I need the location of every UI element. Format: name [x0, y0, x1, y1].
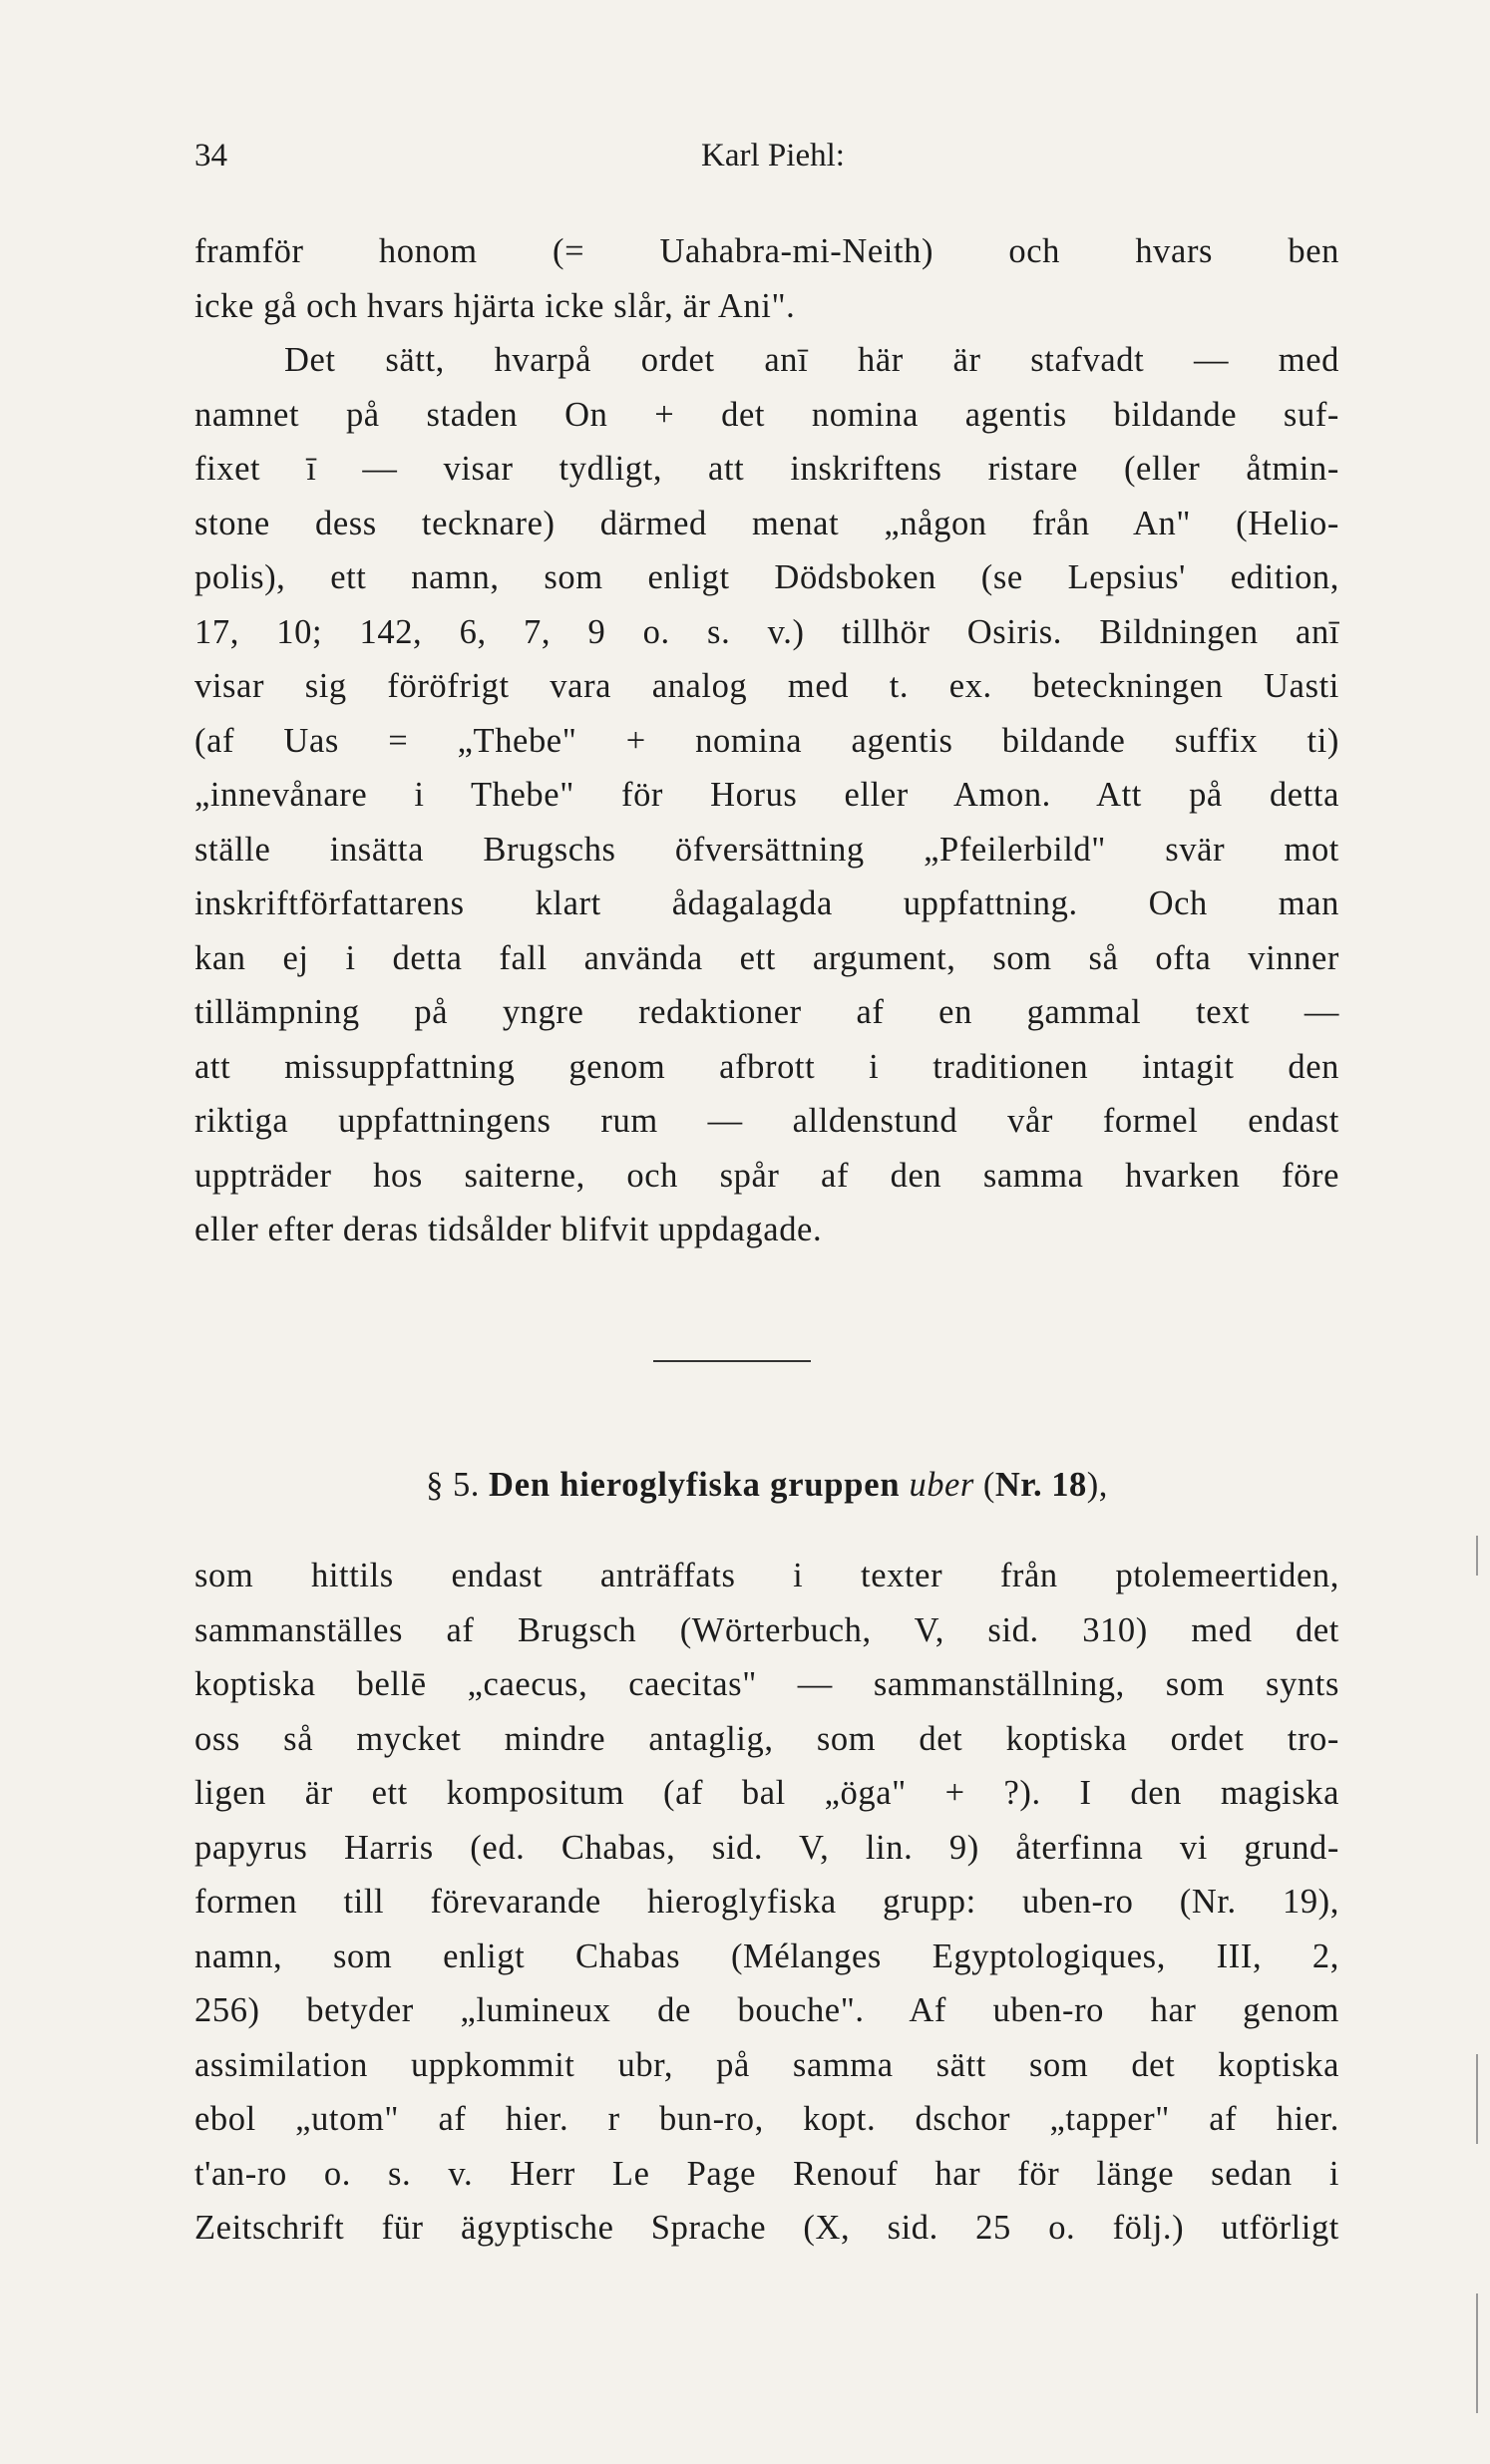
text-line: assimilation uppkommit ubr, på samma sätt som det koptiska [194, 2045, 1339, 2084]
section-ref-open: ( [982, 1466, 995, 1504]
text-line: visar sig föröfrigt vara analog med t. ex. beteckningen Uasti [194, 667, 1339, 705]
text-line: ebol „utom" af hier. r bun-ro, kopt. dschor „tapper" af hier. [194, 2100, 1339, 2138]
body-text-lower [194, 1549, 1339, 2256]
text-line: icke gå och hvars hjärta icke slår, är Ani". [194, 286, 796, 325]
page-number: 34 [194, 138, 227, 174]
scan-edge-mark [1476, 2054, 1478, 2144]
text-line: (af Uas = „Thebe" + nomina agentis bildande suffix ti) [194, 721, 1339, 760]
text-line: sammanställes af Brugsch (Wörterbuch, V, sid. 310) med det [194, 1610, 1339, 1649]
text-line: uppträder hos saiterne, och spår af den samma hvarken före [194, 1156, 1339, 1195]
text-line: ligen är ett kompositum (af bal „öga" + ?). I den magiska [194, 1774, 1339, 1812]
section-ref-number: Nr. 18 [994, 1466, 1087, 1504]
text-line: oss så mycket mindre antaglig, som det koptiska ordet tro- [194, 1719, 1339, 1758]
body-text-upper [194, 224, 1339, 1257]
text-line: stone dess tecknare) därmed menat „någon från An" (Helio- [194, 504, 1339, 542]
text-line: ställe insätta Brugschs öfversättning „Pfeilerbild" svär mot [194, 830, 1339, 869]
running-head-author: Karl Piehl: [701, 138, 845, 174]
section-word: uber [909, 1466, 974, 1504]
text-line: koptiska bellē „caecus, caecitas" — sammanställning, som synts [194, 1665, 1339, 1703]
text-line: riktiga uppfattningens rum — alldenstund vår formel endast [194, 1102, 1339, 1140]
scan-edge-mark [1476, 1536, 1478, 1576]
text-line: 17, 10; 142, 6, 7, 9 o. s. v.) tillhör Osiris. Bildningen anī [194, 612, 1339, 651]
running-head [194, 138, 1351, 177]
text-line: namnet på staden On + det nomina agentis bildande suf- [194, 395, 1339, 434]
text-line: namn, som enligt Chabas (Mélanges Egyptologiques, III, 2, [194, 1936, 1339, 1975]
scan-edge-mark [1476, 2293, 1478, 2413]
text-line: polis), ett namn, som enligt Dödsboken (se Lepsius' edition, [194, 558, 1339, 596]
text-line: fixet ī — visar tydligt, att inskriftens ristare (eller åtmin- [194, 450, 1339, 488]
text-line: att missuppfattning genom afbrott i traditionen intagit den [194, 1047, 1339, 1086]
text-line: papyrus Harris (ed. Chabas, sid. V, lin. 9) återfinna vi grund- [194, 1828, 1339, 1867]
text-line: kan ej i detta fall använda ett argument, som så ofta vinner [194, 938, 1339, 977]
section-title: Den hieroglyfiska gruppen [489, 1466, 901, 1504]
section-ref-close: ), [1086, 1466, 1108, 1504]
text-line: Det sätt, hvarpå ordet anī här är stafvadt — med [284, 341, 1339, 379]
text-line: som hittils endast anträffats i texter från ptolemeertiden, [194, 1557, 1339, 1594]
section-heading [194, 1458, 1339, 1512]
section-divider [653, 1360, 811, 1362]
text-line: Zeitschrift für ägyptische Sprache (X, sid. 25 o. följ.) utförligt [194, 2209, 1339, 2247]
text-line: framför honom (= Uahabra-mi-Neith) och hvars ben [194, 232, 1339, 270]
text-line: tillämpning på yngre redaktioner af en gammal text — [194, 993, 1339, 1031]
text-line: formen till förevarande hieroglyfiska grupp: uben-ro (Nr. 19), [194, 1883, 1339, 1921]
text-line: inskriftförfattarens klart ådagalagda uppfattning. Och man [194, 884, 1339, 922]
text-line: t'an-ro o. s. v. Herr Le Page Renouf har för länge sedan i [194, 2154, 1339, 2193]
text-line: „innevånare i Thebe" för Horus eller Amon. Att på detta [194, 776, 1339, 814]
text-line: 256) betyder „lumineux de bouche". Af uben-ro har genom [194, 1991, 1339, 2029]
text-line: eller efter deras tidsålder blifvit uppdagade. [194, 1211, 823, 1248]
section-number: § 5. [426, 1466, 480, 1504]
